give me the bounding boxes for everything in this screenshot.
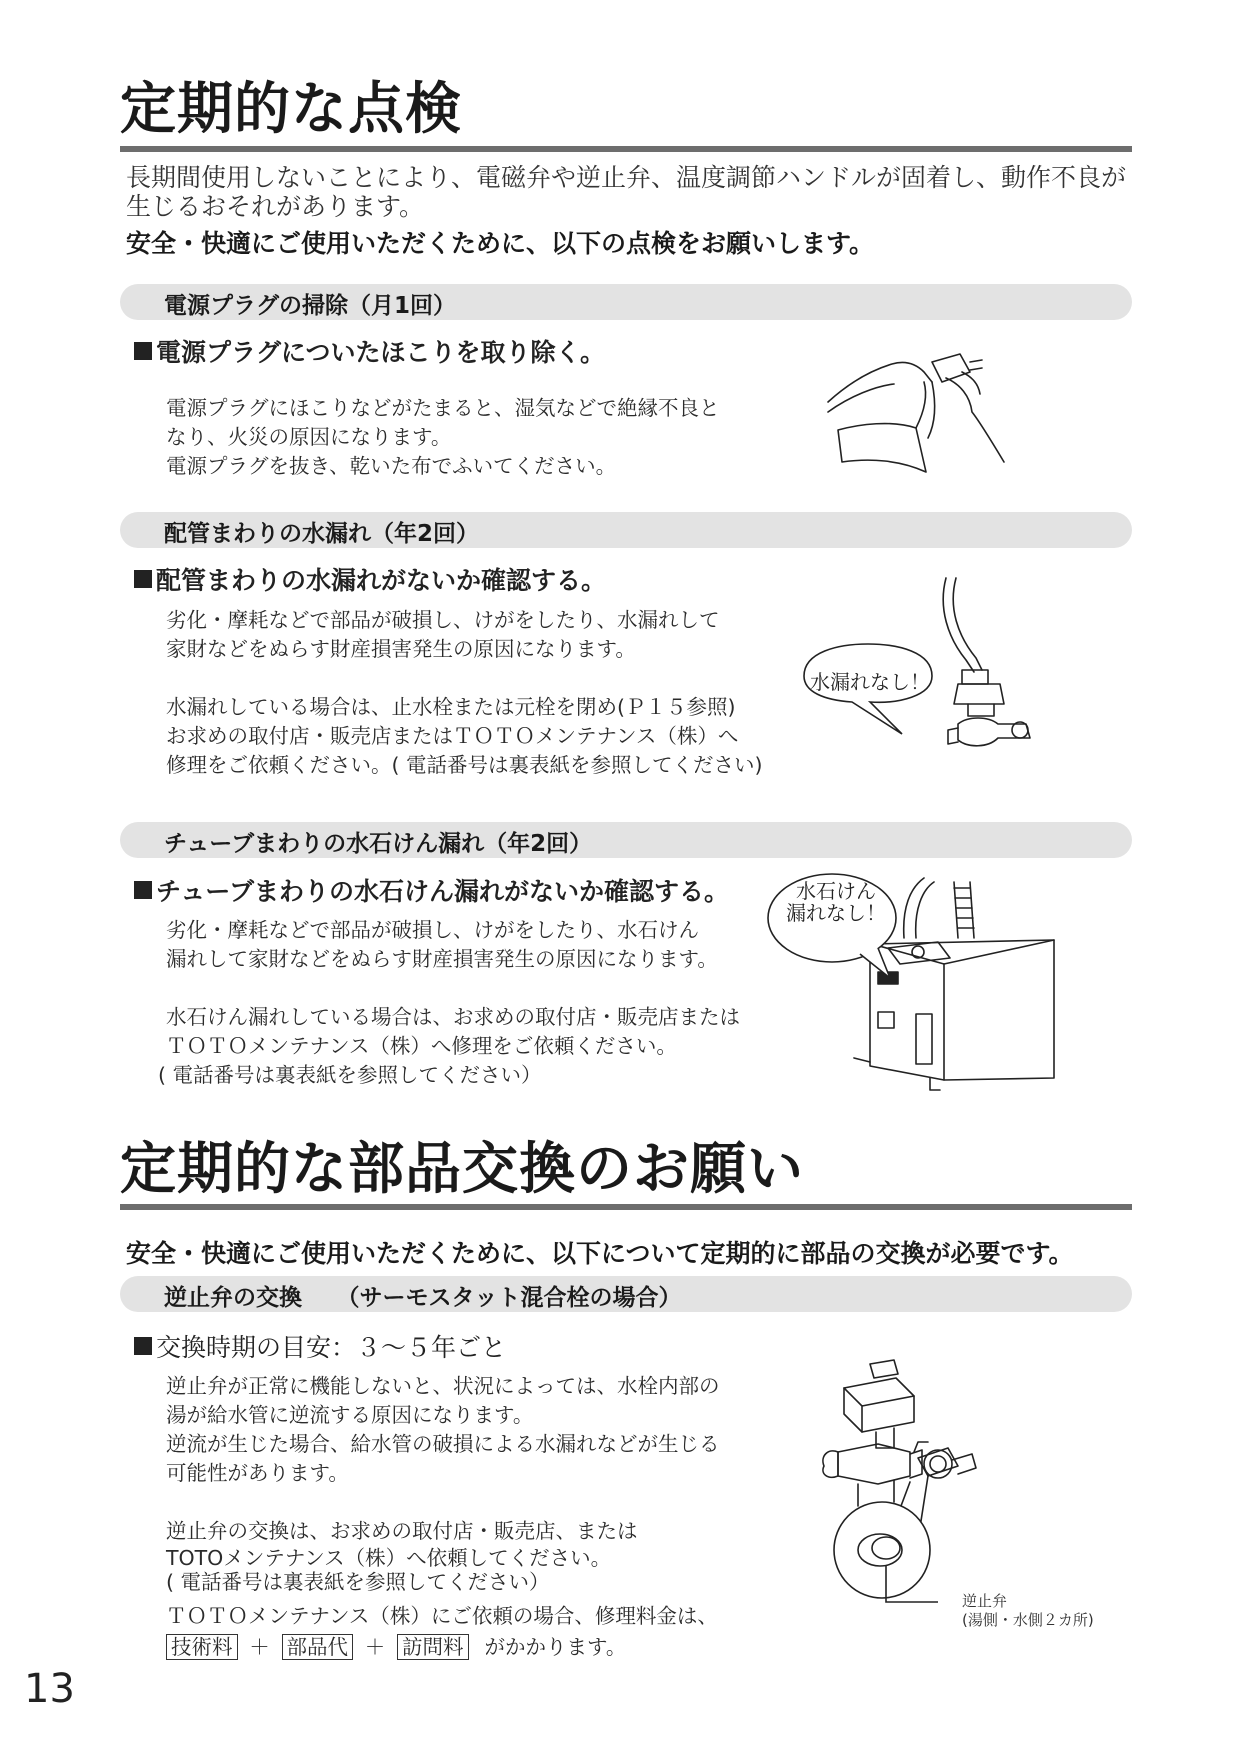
fee-item-box: 技術料 [166,1634,238,1660]
fee-item-box: 部品代 [282,1634,354,1660]
fee-plus: ＋ [249,1635,270,1659]
square-bullet-icon [134,881,152,899]
square-bullet-icon [134,570,152,588]
section-header: 電源プラグの掃除（月1回） [164,293,457,319]
speech-bubble-text: 水石けん 漏れなし！ [786,879,886,925]
square-bullet-icon [134,1337,152,1355]
section-lead: 配管まわりの水漏れがないか確認する。 [134,561,606,597]
section-lead: 交換時期の目安：３～５年ごと [134,1328,506,1364]
fee-suffix: がかかります。 [484,1635,627,1659]
inspection-intro-bold: 安全・快適にご使用いただくために、以下の点検をお願いします。 [126,229,875,258]
inspection-intro [126,163,1126,221]
title-rule [120,146,1132,152]
replacement-intro-bold: 安全・快適にご使用いただくために、以下について定期的に部品の交換が必要です。 [126,1239,1074,1268]
title-rule [120,1204,1132,1210]
wiping-plug-illustration [820,342,1010,482]
section-header-bar [120,822,1132,858]
section-header-bar [120,512,1132,548]
section-lead: チューブまわりの水石けん漏れがないか確認する。 [134,872,729,908]
replacement-title: 定期的な部品交換のお願い [120,1137,804,1202]
section-body: 電源プラグにほこりなどがたまると、湿気などで絶縁不良と なり、火災の原因になります。 電源プラグを抜き、乾いた布でふいてください。 [166,396,720,478]
section-header: チューブまわりの水石けん漏れ（年2回） [164,831,593,857]
check-valve-caption: 逆止弁 (湯側・水側２カ所) [962,1592,1094,1629]
section-body: 劣化・摩耗などで部品が破損し、けがをしたり、水漏れして 家財などをぬらす財産損害発生の原因になります。 水漏れしている場合は、止水栓または元栓を閉め(Ｐ１５参照) お求めの取付店・販売店またはＴＯＴＯメンテナンス（株）へ 修理をご依頼ください。( 電話番号は裏表紙を参照してください) [166,608,763,777]
section-lead: 電源プラグについたほこりを取り除く。 [134,333,605,369]
fee-item-box: 訪問料 [397,1634,469,1660]
section-header-bar [120,1276,1132,1312]
intro-line: 生じるおそれがあります。 [126,192,425,221]
section-header: 逆止弁の交換 （サーモスタット混合栓の場合） [164,1285,682,1311]
section-header-bar [120,284,1132,320]
fee-row [166,1633,720,1662]
speech-bubble-text: 水漏れなし！ [810,670,930,694]
check-valve-illustration [818,1356,1018,1616]
page-number: 13 [24,1666,75,1712]
intro-line: 長期間使用しないことにより、電磁弁や逆止弁、温度調節ハンドルが固着し、動作不良が [126,163,1127,192]
square-bullet-icon [134,342,152,360]
section-body: 逆止弁が正常に機能しないと、状況によっては、水栓内部の 湯が給水管に逆流する原因になります。 逆流が生じた場合、給水管の破損による水漏れなどが生じる 可能性があります。 逆止弁の交換は、お求めの取付店・販売店、または TOTOメンテナンス（株）へ依頼してください。 ( 電話番号は裏表紙を参照してください） ＴＯＴＯメンテナンス（株）にご依頼の場合、修理料金は、 技術料 ＋ 部品代 ＋ 訪問料 がかかります。 [166,1372,720,1662]
inspection-title: 定期的な点検 [120,77,462,142]
section-header: 配管まわりの水漏れ（年2回） [164,521,480,547]
fee-plus: ＋ [364,1635,386,1659]
section-body: 劣化・摩耗などで部品が破損し、けがをしたり、水石けん 漏れして家財などをぬらす財産損害発生の原因になります。 水石けん漏れしている場合は、お求めの取付店・販売店または ＴＯＴＯメンテナンス（株）へ修理をご依頼ください。 ( 電話番号は裏表紙を参照してください） [158,918,740,1087]
